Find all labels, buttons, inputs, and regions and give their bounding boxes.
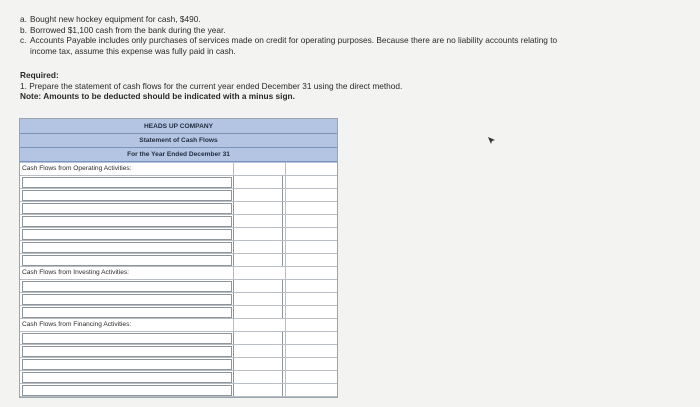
total-cell [285,280,337,292]
cell-amount [233,319,283,331]
description-input[interactable] [22,281,232,292]
table-row [20,332,337,345]
total-cell [285,345,337,357]
description-input[interactable] [22,307,232,318]
mouse-pointer-icon [487,136,497,146]
amount-input[interactable] [233,293,283,305]
problem-item-a [20,14,685,25]
total-cell [285,176,337,188]
item-text: Bought new hockey equipment for cash, $490. [30,14,201,24]
description-input[interactable] [22,359,232,370]
amount-input[interactable] [233,189,283,201]
amount-input[interactable] [233,371,283,383]
amount-input[interactable] [233,358,283,370]
table-row [20,202,337,215]
required-block [20,70,402,102]
total-cell [285,215,337,227]
company-name: HEADS UP COMPANY [20,120,337,134]
table-row [20,215,337,228]
total-cell [285,293,337,305]
cell-amount [233,267,283,279]
total-cell [285,358,337,370]
description-input[interactable] [22,333,232,344]
amount-input[interactable] [233,241,283,253]
total-cell [285,202,337,214]
amount-input[interactable] [233,306,283,318]
table-row [20,254,337,267]
item-letter: a. [20,14,27,24]
table-row [20,176,337,189]
description-input[interactable] [22,346,232,357]
problem-item-b [20,25,685,36]
problem-list [20,14,685,56]
total-cell [285,228,337,240]
amount-input[interactable] [233,176,283,188]
problem-item-c [20,35,580,56]
description-input[interactable] [22,216,232,227]
description-input[interactable] [22,203,232,214]
table-row [20,241,337,254]
cell-total [285,163,337,175]
description-input[interactable] [22,385,232,396]
total-cell [285,189,337,201]
required-heading: Required: [20,70,59,80]
cash-flow-statement [19,118,338,398]
required-note: Note: Amounts to be deducted should be indicated with a minus sign. [20,91,295,102]
description-input[interactable] [22,242,232,253]
total-cell [285,332,337,344]
amount-input[interactable] [233,215,283,227]
required-instruction: 1. Prepare the statement of cash flows for the current year ended December 31 using the direct method. [20,80,403,91]
table-row [20,358,337,371]
cell-total [285,319,337,331]
cell-amount [233,163,283,175]
amount-input[interactable] [233,280,283,292]
total-cell [285,306,337,318]
amount-input[interactable] [233,345,283,357]
amount-input[interactable] [233,202,283,214]
statement-header [20,119,337,163]
table-row [20,371,337,384]
financing-section-label [20,319,337,332]
item-letter: c. [20,35,27,46]
section-label: Cash Flows from Investing Activities: [22,269,129,276]
table-row [20,228,337,241]
amount-input[interactable] [233,254,283,266]
description-input[interactable] [22,255,232,266]
table-row [20,280,337,293]
total-cell [285,384,337,396]
item-text: Borrowed $1,100 cash from the bank during the year. [30,24,226,35]
item-letter: b. [20,24,27,35]
description-input[interactable] [22,372,232,383]
section-label: Cash Flows from Financing Activities: [22,321,132,328]
total-cell [285,254,337,266]
amount-input[interactable] [233,228,283,240]
table-row [20,345,337,358]
statement-title: Statement of Cash Flows [20,134,337,148]
investing-section-label [20,267,337,280]
amount-input[interactable] [233,332,283,344]
total-cell [285,371,337,383]
amount-input[interactable] [233,384,283,396]
operating-section-label [20,163,337,176]
description-input[interactable] [22,190,232,201]
table-row [20,293,337,306]
description-input[interactable] [22,177,232,188]
item-text: Accounts Payable includes only purchases of services made on credit for operating purposes. Because there are no liability accounts relating to income tax, assume this expense was fully paid in cash. [30,35,558,56]
table-row [20,306,337,319]
statement-period: For the Year Ended December 31 [20,148,337,162]
cell-total [285,267,337,279]
description-input[interactable] [22,294,232,305]
table-row [20,384,337,397]
section-label: Cash Flows from Operating Activities: [22,165,132,172]
total-cell [285,241,337,253]
table-row [20,189,337,202]
description-input[interactable] [22,229,232,240]
